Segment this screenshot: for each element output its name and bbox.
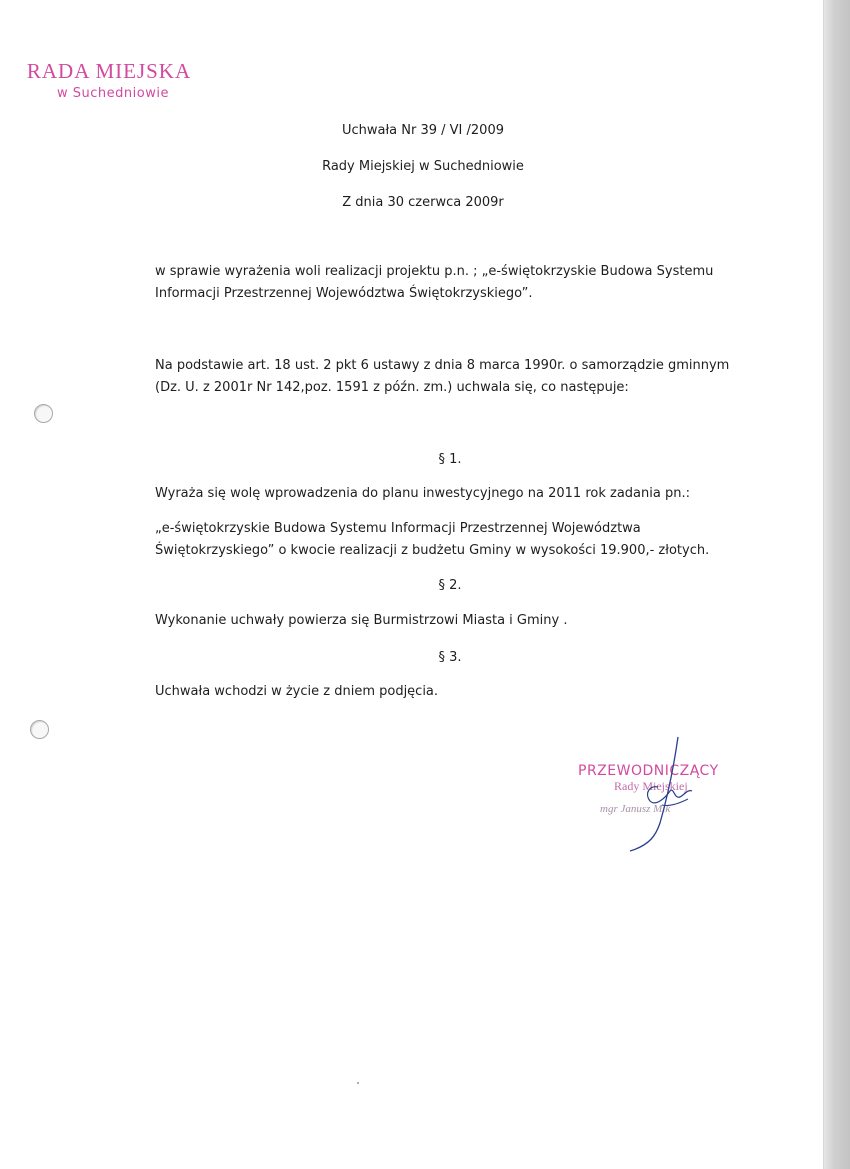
stamp-location: w Suchedniowie [57, 86, 169, 101]
subject-line-2: Informacji Przestrzennej Województwa Świętokrzyskiego”. [155, 286, 533, 301]
chairman-name: mgr Janusz Mik [600, 803, 671, 815]
section-2-mark: § 2. [438, 578, 462, 593]
punch-hole-upper [34, 404, 53, 423]
section-3-text: Uchwała wchodzi w życie z dniem podjęcia. [155, 684, 439, 699]
subject-line-1: w sprawie wyrażenia woli realizacji projektu p.n. ; „e-świętokrzyskie Budowa Systemu [155, 264, 714, 279]
handwritten-signature [570, 735, 750, 855]
legal-basis-line-1: Na podstawie art. 18 ust. 2 pkt 6 ustawy z dnia 8 marca 1990r. o samorządzie gminnym [155, 358, 730, 373]
council-name: Rady Miejskiej w Suchedniowie [322, 159, 524, 174]
scan-speck [357, 1082, 359, 1084]
resolution-number: Uchwała Nr 39 / VI /2009 [341, 123, 504, 138]
section-2-text: Wykonanie uchwały powierza się Burmistrzowi Miasta i Gminy . [155, 613, 568, 628]
chairman-stamp-title: PRZEWODNICZĄCY [578, 763, 719, 779]
section-1-project-line-2: Świętokrzyskiego” o kwocie realizacji z budżetu Gminy w wysokości 19.900,- złotych. [155, 543, 710, 558]
section-1-text: Wyraża się wolę wprowadzenia do planu inwestycyjnego na 2011 rok zadania pn.: [155, 486, 690, 501]
section-1-project [155, 518, 755, 562]
section-1-mark: § 1. [438, 452, 462, 467]
section-3-mark: § 3. [438, 650, 462, 665]
punch-hole-lower [30, 720, 49, 739]
chairman-stamp-subtitle: Rady Miejskiej [614, 779, 688, 793]
council-stamp [14, 56, 204, 102]
legal-basis-paragraph [155, 355, 755, 399]
signature-stroke-main [630, 737, 678, 851]
scan-edge-shadow [824, 0, 850, 1169]
resolution-date: Z dnia 30 czerwca 2009r [342, 195, 504, 210]
stamp-title: RADA MIEJSKA [26, 59, 192, 83]
subject-paragraph [155, 261, 755, 305]
chairman-signature-block [570, 735, 750, 855]
scan-edge-line [823, 0, 824, 1169]
legal-basis-line-2: (Dz. U. z 2001r Nr 142,poz. 1591 z późn. zm.) uchwala się, co następuje: [155, 380, 629, 395]
section-1-project-line-1: „e-świętokrzyskie Budowa Systemu Informacji Przestrzennej Województwa [155, 521, 641, 536]
